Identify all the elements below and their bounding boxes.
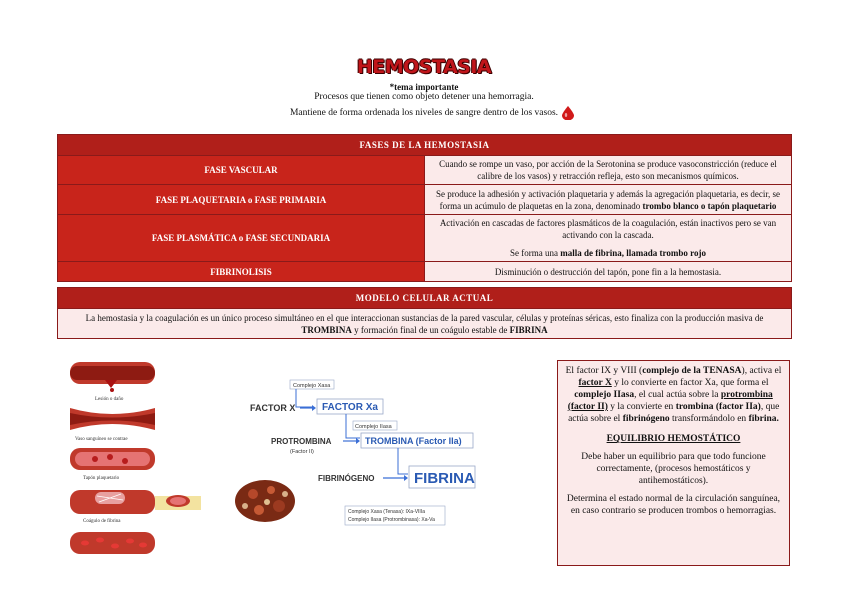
trombina-label: TROMBINA (Factor IIa) bbox=[365, 436, 462, 446]
info-paragraph-3: Determina el estado normal de la circulación sanguínea, en caso contrario se producen trombos o hemorragias. bbox=[566, 494, 781, 516]
fibrina-label: FIBRINA bbox=[414, 470, 475, 487]
vessel-injury-image bbox=[70, 362, 155, 392]
info-paragraph-1: El factor IX y VIII (complejo de la TENASA), activa el factor X y lo convierte en factor Xa, que forma el complejo IIasa, el cual actúa sobre la protrombina (factor II) y la convierte en trombina (factor IIa), que actúa sobre el fibrinógeno transformándolo en fibrina. bbox=[565, 366, 782, 424]
table-row bbox=[58, 156, 792, 185]
complejo-xasa-label: Complejo Xasa bbox=[293, 383, 331, 389]
description-line-2: Mantiene de forma ordenada los niveles de sangre dentro de los vasos. bbox=[289, 108, 559, 118]
phases-header: FASES DE LA HEMOSTASIA bbox=[58, 135, 792, 156]
vessel-label-3: Tapón plaquetario bbox=[83, 476, 120, 481]
description-line-1: Procesos que tienen como objeto detener una hemorragia. bbox=[314, 92, 534, 102]
vessel-label-1: Lesión o daño bbox=[95, 397, 124, 402]
clot-closeup-image bbox=[155, 492, 201, 514]
model-table bbox=[57, 287, 792, 339]
phase-text: Disminución o destrucción del tapón, pone fin a la hemostasia. bbox=[425, 262, 792, 282]
platelet-plug-image bbox=[70, 448, 155, 470]
factor-x-label: FACTOR X bbox=[250, 403, 296, 413]
phase-text: Cuando se rompe un vaso, por acción de la Serotonina se produce vasoconstricción (reduce el calibre de los vasos) y retracción refleja, esto son mecanismos químicos. bbox=[425, 156, 792, 185]
vessel-illustrations bbox=[65, 358, 160, 558]
blood-cells-image bbox=[70, 532, 155, 554]
info-paragraph-2: Debe haber un equilibrio para que todo funcione correctamente, (procesos hemostáticos y antihemostáticos). bbox=[581, 452, 766, 486]
factor-ii-label: (Factor II) bbox=[290, 449, 314, 455]
phase-text: Activación en cascadas de factores plasmáticos de la coagulación, están inactivos pero se van activando con la cascada. Se forma una malla de fibrina, llamada trombo rojo bbox=[425, 215, 792, 262]
fibrin-clot-image bbox=[70, 490, 155, 514]
table-row bbox=[58, 215, 792, 262]
complejo-iiasa-label: Complejo IIasa bbox=[355, 424, 392, 430]
factor-xa-label: FACTOR Xa bbox=[322, 402, 378, 413]
vessel-contract-image bbox=[70, 408, 155, 430]
vessel-label-4: Coágulo de fibrina bbox=[83, 519, 121, 524]
phase-label: FASE PLAQUETARIA o FASE PRIMARIA bbox=[58, 185, 425, 215]
phase-text: Se produce la adhesión y activación plaquetaria y además la agregación plaquetaria, es decir, se forma un acúmulo de plaquetas en la zona, denominado trombo blanco o tapón plaquetario bbox=[425, 185, 792, 215]
model-header: MODELO CELULAR ACTUAL bbox=[58, 288, 792, 309]
legend-line-1: Complejo Xasa (Tenasa): IXa-VIIIa bbox=[348, 509, 425, 515]
subtitle: *tema importante bbox=[389, 82, 459, 92]
page-title: HEMOSTASIA bbox=[356, 56, 492, 78]
fibrin-clot-photo bbox=[233, 478, 297, 524]
phase-label: FIBRINOLISIS bbox=[58, 262, 425, 282]
vessel-label-2: Vaso sanguíneo se contrae bbox=[75, 437, 128, 442]
table-row bbox=[58, 262, 792, 282]
phase-label: FASE VASCULAR bbox=[58, 156, 425, 185]
protrombina-label: PROTROMBINA bbox=[271, 437, 332, 446]
fibrinogeno-label: FIBRINÓGENO bbox=[318, 474, 375, 483]
blood-drop-icon bbox=[562, 106, 574, 120]
info-heading: EQUILIBRIO HEMOSTÁTICO bbox=[606, 434, 741, 444]
table-row bbox=[58, 185, 792, 215]
info-box bbox=[557, 360, 790, 566]
phases-table bbox=[57, 134, 792, 282]
model-text: La hemostasia y la coagulación es un único proceso simultáneo en el que interaccionan sustancias de la pared vascular, células y proteínas séricas, esto finaliza con la producción masiva de TROMBINA y formación final de un coágulo estable de FIBRINA bbox=[58, 309, 792, 339]
phase-label: FASE PLASMÁTICA o FASE SECUNDARIA bbox=[58, 215, 425, 262]
legend-line-2: Complejo IIasa (Protrombinasa): Xa-Va bbox=[348, 517, 435, 523]
